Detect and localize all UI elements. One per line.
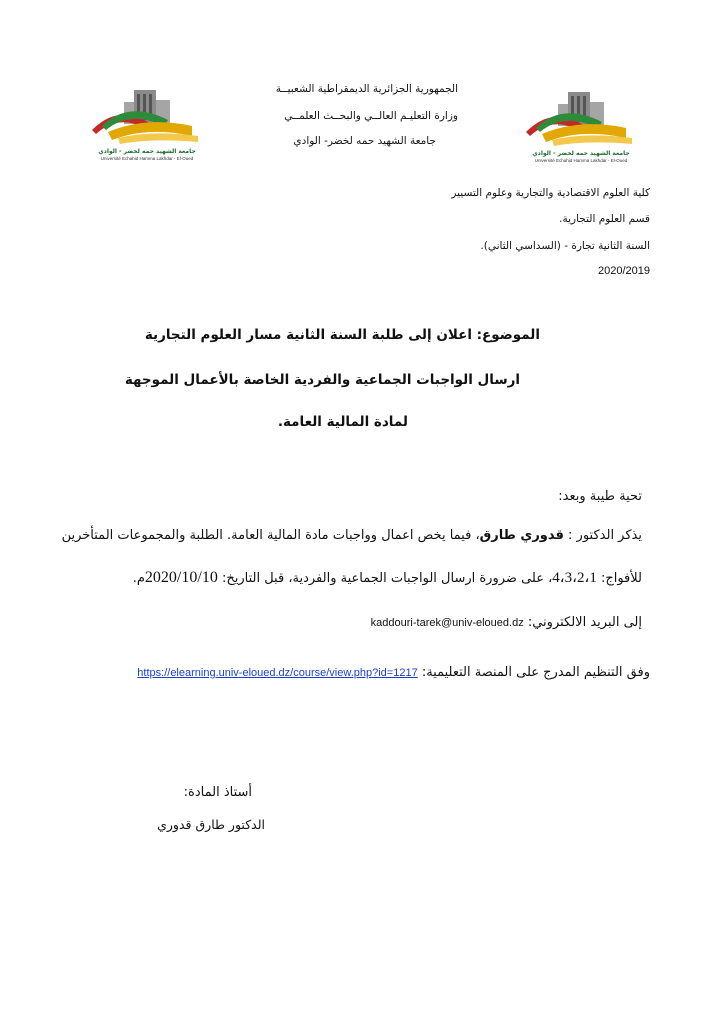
header-university: جامعة الشهيد حمه لخضر- الوادي	[293, 135, 436, 147]
header-republic: الجمهورية الجزائرية الديمقراطية الشعبيــة	[275, 83, 458, 95]
logo-caption-ar: جامعة الشهيد حمه لخضر - الوادي	[98, 148, 196, 155]
platform-line	[137, 665, 650, 680]
p2-end: م.	[132, 571, 145, 586]
platform-link[interactable]: https://elearning.univ-eloued.dz/course/view.php?id=1217	[137, 667, 418, 679]
subject-line-2: ارسال الواجبات الجماعية والفردية الخاصة بالأعمال الموجهة	[124, 372, 520, 388]
faculty-name: كلية العلوم الاقتصادية والتجارية وعلوم التسيير	[451, 187, 650, 199]
department-name: قسم العلوم التجارية.	[559, 213, 650, 225]
platform-label: وفق التنظيم المدرج على المنصة التعليمية:	[417, 665, 650, 680]
email-address[interactable]: kaddouri-tarek@univ-eloued.dz	[370, 617, 524, 629]
email-line	[371, 615, 642, 630]
group-numbers: 4،3،2،1	[552, 570, 597, 586]
university-logo-right-graphic	[522, 88, 640, 150]
subject-label: الموضوع:	[476, 327, 540, 343]
header-ministry: وزارة التعليـم العالــي والبحــث العلمــي	[284, 110, 458, 122]
p1-start: يذكر الدكتور :	[563, 528, 642, 543]
p2-mid: ، على ضرورة ارسال الواجبات الجماعية والفردية، قبل التاريخ:	[217, 571, 553, 586]
email-label: إلى البريد الالكتروني:	[523, 615, 642, 630]
logo-caption-fr: Université Echahid Hamma Lakhdar - El-Oued	[100, 156, 194, 161]
subject-line-1	[145, 327, 540, 343]
university-logo-left-graphic	[88, 86, 206, 148]
doctor-name: قدوري طارق	[479, 528, 564, 543]
year-level: السنة الثانية تجارة - (السداسي الثاني).	[480, 240, 650, 252]
paragraph-line-2	[133, 568, 642, 587]
academic-year: 2020/2019	[598, 265, 650, 277]
university-logo-right	[522, 88, 640, 168]
deadline-date: 2020/10/10	[144, 569, 218, 586]
paragraph-line-1	[62, 528, 642, 543]
university-logo-left	[88, 86, 206, 166]
subject-text-1: اعلان إلى طلبة السنة الثانية مسار العلوم التجارية	[144, 327, 472, 343]
subject-line-3: لمادة المالية العامة.	[277, 414, 408, 430]
signature-title: أستاذ المادة:	[183, 785, 252, 800]
p2-start: للأفواج:	[596, 571, 642, 586]
greeting: تحية طيبة وبعد:	[558, 489, 642, 504]
p1-rest: ، فيما يخص اعمال وواجبات مادة المالية العامة. الطلبة والمجموعات المتأخرين	[61, 528, 480, 543]
logo-caption-fr-right: Université Echahid Hamma Lakhdar - El-Oued	[534, 158, 628, 163]
signature-name: الدكتور طارق قدوري	[157, 817, 265, 832]
logo-caption-ar-right: جامعة الشهيد حمه لخضر - الوادي	[532, 150, 630, 157]
